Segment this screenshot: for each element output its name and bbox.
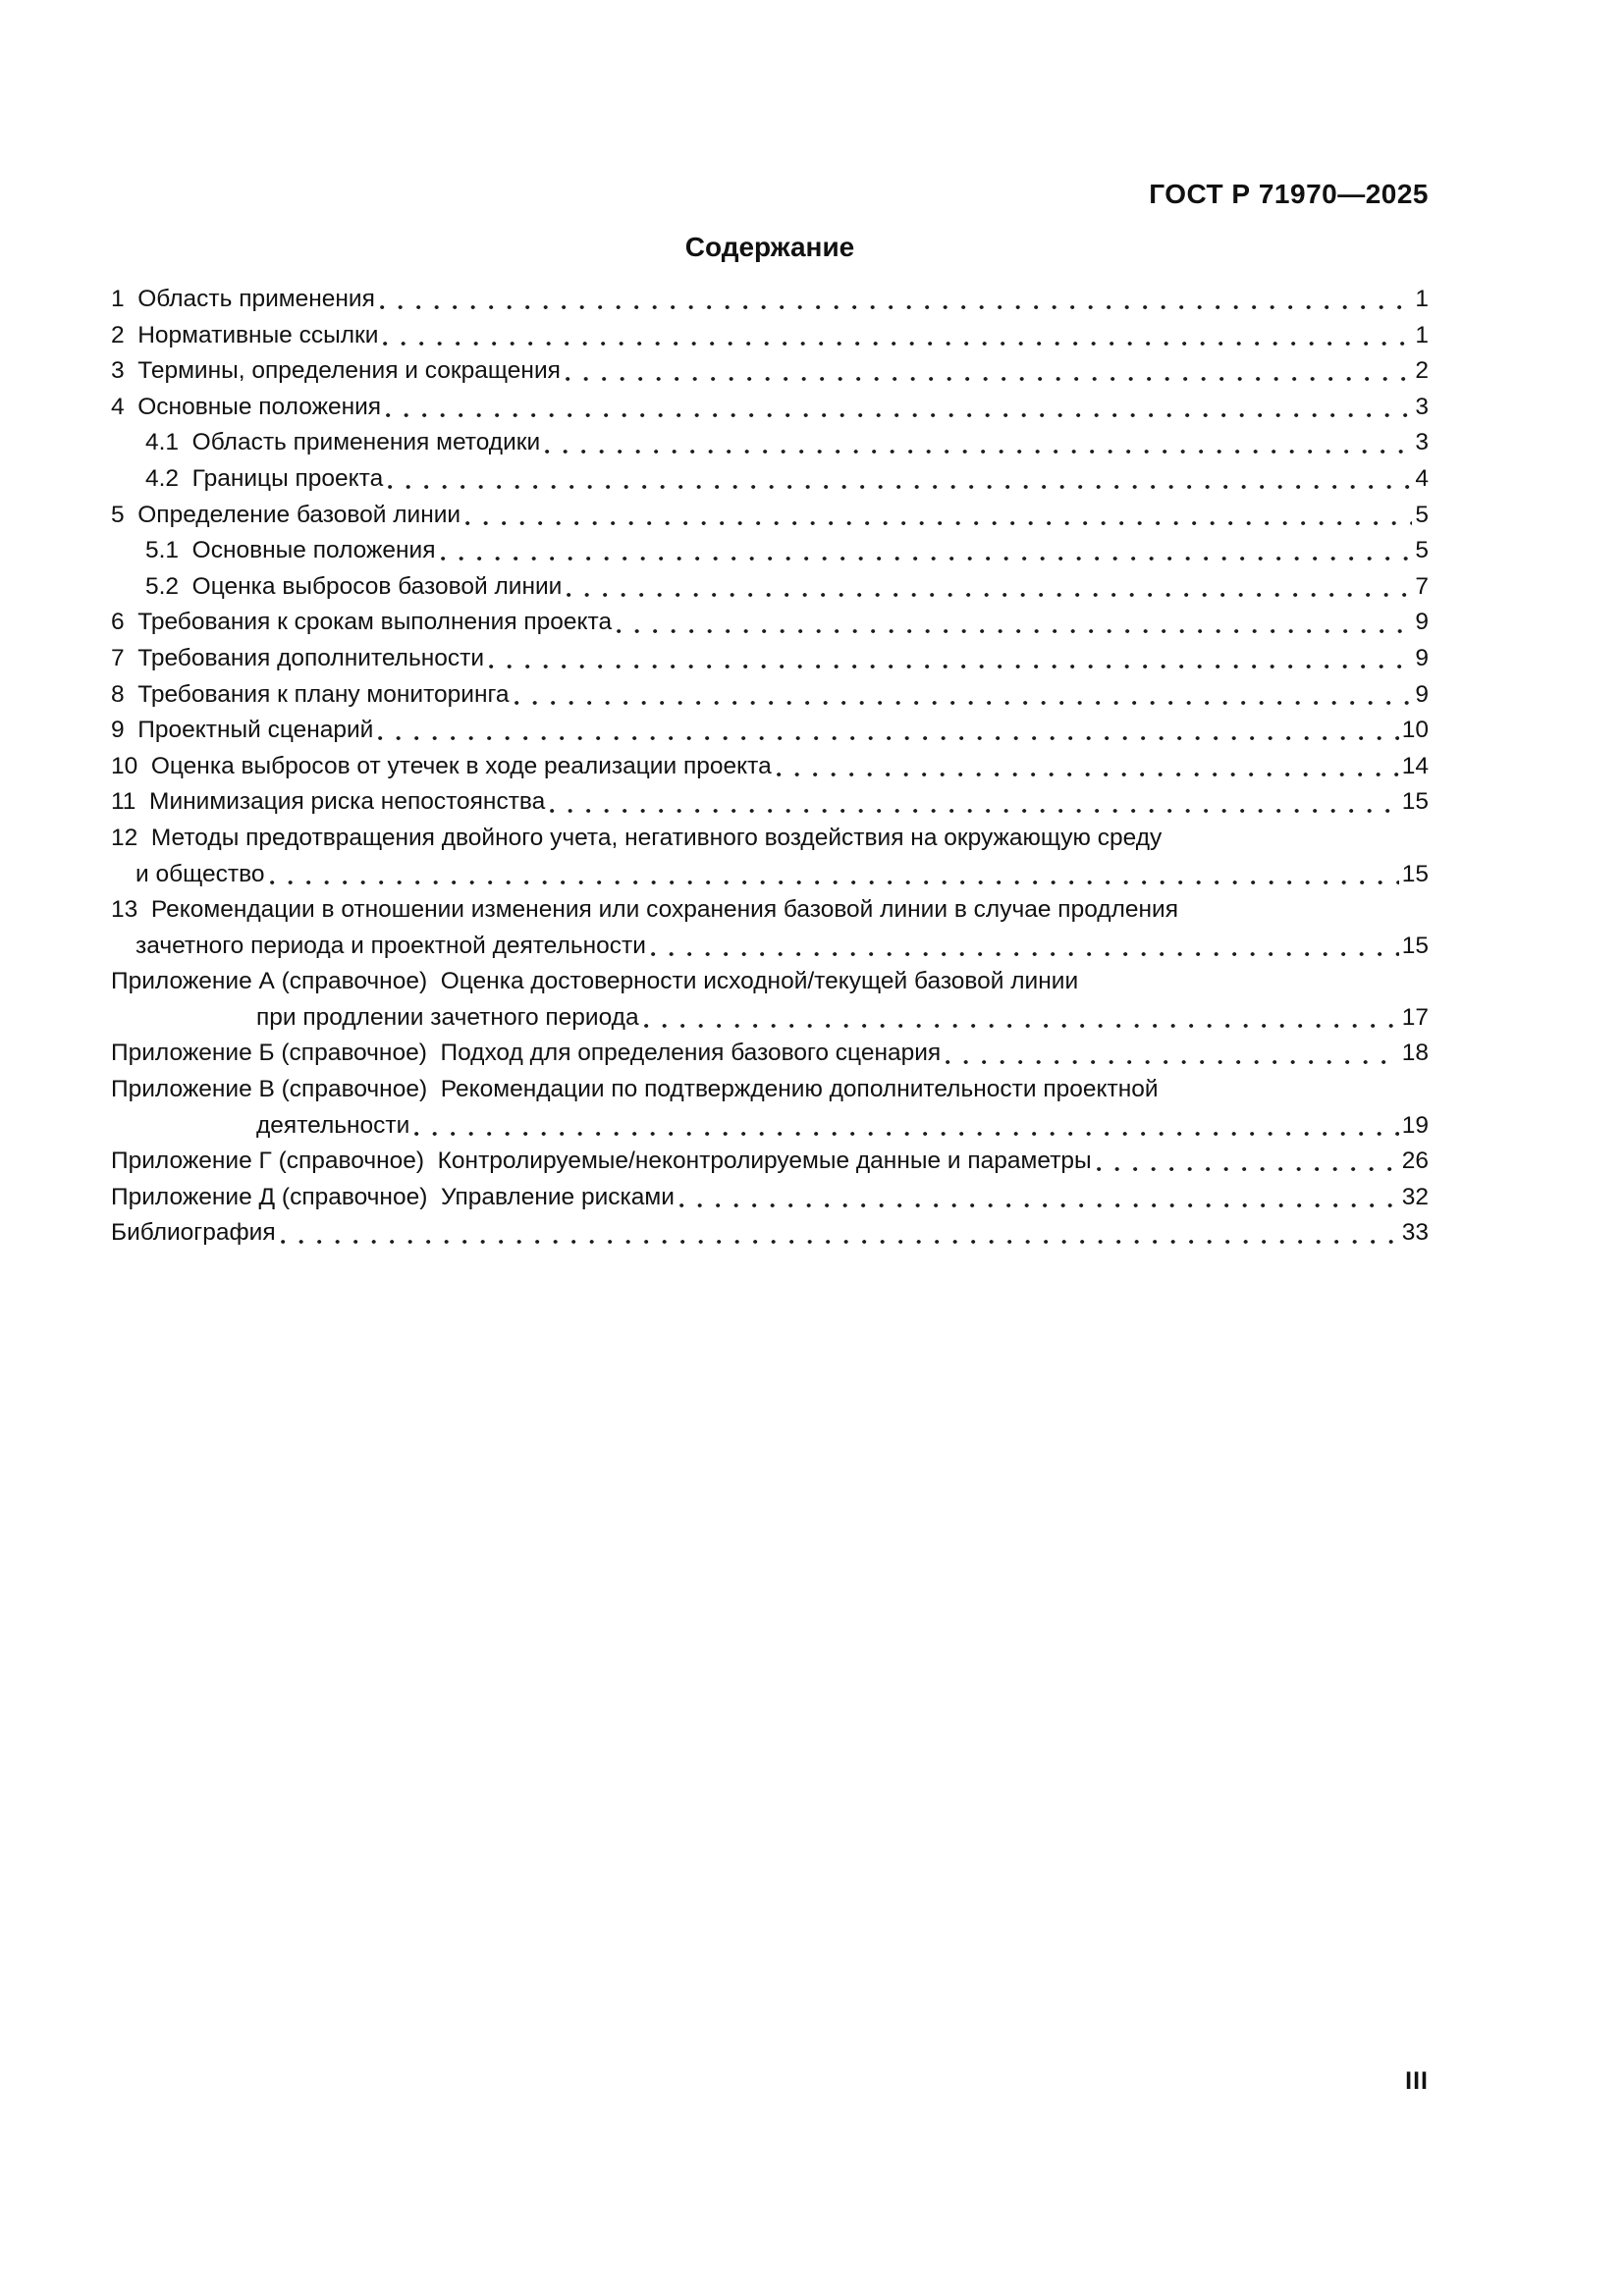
dot-leader — [566, 353, 1412, 390]
toc-page-number: 19 — [1401, 1111, 1429, 1139]
toc-page-number: 1 — [1415, 286, 1429, 312]
table-of-contents — [111, 282, 1429, 1252]
dot-leader — [465, 498, 1412, 534]
dot-leader — [946, 1036, 1399, 1072]
dot-leader — [545, 425, 1412, 461]
toc-entry-text: 7 Требования дополнительности — [111, 644, 485, 671]
dot-leader — [378, 713, 1398, 749]
toc-row — [111, 821, 1429, 857]
toc-row — [111, 498, 1429, 534]
dot-leader — [489, 641, 1412, 677]
toc-row — [111, 1072, 1429, 1108]
toc-entry-text: 2 Нормативные ссылки — [111, 321, 379, 348]
toc-row-continuation — [111, 1000, 1429, 1037]
dot-leader — [270, 857, 1399, 893]
toc-page-number: 15 — [1401, 860, 1429, 887]
toc-entry-text: 5.1 Основные положения — [145, 537, 436, 564]
toc-entry-text: Приложение Д (справочное) Управление рисками — [111, 1183, 675, 1210]
page-title: Содержание — [684, 232, 855, 262]
toc-entry-text: Библиография — [111, 1219, 276, 1247]
toc-page-number: 15 — [1401, 788, 1429, 816]
toc-page-number: 9 — [1415, 609, 1429, 636]
dot-leader — [777, 749, 1399, 785]
toc-page-number: 10 — [1401, 717, 1429, 744]
dot-leader — [386, 390, 1412, 426]
toc-entry-text: 1 Область применения — [111, 286, 375, 312]
toc-entry-text: 3 Термины, определения и сокращения — [111, 357, 561, 385]
toc-page-number: 5 — [1415, 501, 1429, 528]
toc-entry-text: при продлении зачетного периода — [256, 1003, 639, 1031]
toc-row-continuation — [111, 857, 1429, 893]
folio-page-number: III — [1405, 2067, 1429, 2095]
dot-leader — [617, 605, 1412, 641]
toc-row — [111, 569, 1429, 606]
toc-row — [111, 282, 1429, 318]
toc-entry-text: 9 Проектный сценарий — [111, 717, 374, 744]
toc-row — [111, 1215, 1429, 1252]
dot-leader — [651, 929, 1399, 965]
toc-row — [111, 1180, 1429, 1216]
toc-page-number: 7 — [1415, 572, 1429, 600]
dot-leader — [380, 282, 1412, 318]
toc-row — [111, 1144, 1429, 1180]
toc-entry-text: 12 Методы предотвращения двойного учета, негативного воздействия на окружающую среду — [111, 824, 1163, 851]
toc-entry-text: Приложение Б (справочное) Подход для определения базового сценария — [111, 1040, 942, 1067]
dot-leader — [414, 1108, 1398, 1145]
toc-entry-text: 5 Определение базовой линии — [111, 501, 461, 528]
toc-entry-text: 8 Требования к плану мониторинга — [111, 680, 510, 708]
toc-page-number: 3 — [1415, 429, 1429, 456]
page-footer — [111, 2067, 1429, 2096]
toc-row — [111, 461, 1429, 498]
toc-row — [111, 892, 1429, 929]
dot-leader — [383, 318, 1412, 354]
toc-row — [111, 353, 1429, 390]
toc-row — [111, 425, 1429, 461]
dot-leader — [388, 461, 1412, 498]
toc-entry-text: деятельности — [256, 1111, 410, 1139]
toc-row — [111, 318, 1429, 354]
toc-entry-text: 4.2 Границы проекта — [145, 464, 384, 492]
toc-entry-text: 4 Основные положения — [111, 393, 382, 420]
toc-entry-text: 10 Оценка выбросов от утечек в ходе реализации проекта — [111, 752, 772, 779]
toc-row — [111, 605, 1429, 641]
toc-page-number: 9 — [1415, 680, 1429, 708]
toc-page-number: 4 — [1415, 464, 1429, 492]
toc-row — [111, 784, 1429, 821]
toc-page-number: 1 — [1415, 321, 1429, 348]
toc-entry-text: Приложение В (справочное) Рекомендации по подтверждению дополнительности проектной — [111, 1076, 1159, 1103]
toc-row — [111, 390, 1429, 426]
dot-leader — [644, 1000, 1399, 1037]
toc-entry-text: 6 Требования к срокам выполнения проекта — [111, 609, 613, 636]
toc-page-number: 2 — [1415, 357, 1429, 385]
dot-leader — [281, 1215, 1399, 1252]
toc-row — [111, 1036, 1429, 1072]
dot-leader — [441, 533, 1413, 569]
standard-designation: ГОСТ Р 71970—2025 — [1149, 179, 1429, 209]
toc-page-number: 14 — [1401, 752, 1429, 779]
dot-leader — [550, 784, 1398, 821]
toc-row — [111, 749, 1429, 785]
dot-leader — [1097, 1144, 1399, 1180]
toc-page-number: 18 — [1401, 1040, 1429, 1067]
toc-page-number: 9 — [1415, 644, 1429, 671]
dot-leader — [679, 1180, 1399, 1216]
toc-row-continuation — [111, 1108, 1429, 1145]
document-header — [111, 147, 1429, 241]
toc-entry-text: Приложение Г (справочное) Контролируемые/неконтролируемые данные и параметры — [111, 1148, 1092, 1175]
toc-page-number: 17 — [1401, 1003, 1429, 1031]
toc-entry-text: 11 Минимизация риска непостоянства — [111, 788, 546, 816]
toc-row — [111, 641, 1429, 677]
toc-entry-text: 4.1 Область применения методики — [145, 429, 541, 456]
toc-page-number: 32 — [1401, 1183, 1429, 1210]
dot-leader — [567, 569, 1412, 606]
toc-entry-text: и общество — [135, 860, 265, 887]
dot-leader — [514, 677, 1413, 714]
toc-page-number: 33 — [1401, 1219, 1429, 1247]
toc-row — [111, 677, 1429, 714]
toc-entry-text: 13 Рекомендации в отношении изменения или сохранения базовой линии в случае продления — [111, 896, 1178, 924]
toc-entry-text: зачетного периода и проектной деятельности — [135, 932, 646, 959]
toc-page-number: 26 — [1401, 1148, 1429, 1175]
toc-row — [111, 964, 1429, 1000]
toc-entry-text: 5.2 Оценка выбросов базовой линии — [145, 572, 563, 600]
toc-row-continuation — [111, 929, 1429, 965]
toc-entry-text: Приложение А (справочное) Оценка достоверности исходной/текущей базовой линии — [111, 968, 1079, 995]
toc-page-number: 5 — [1415, 537, 1429, 564]
toc-page-number: 3 — [1415, 393, 1429, 420]
toc-row — [111, 713, 1429, 749]
toc-page-number: 15 — [1401, 932, 1429, 959]
toc-row — [111, 533, 1429, 569]
